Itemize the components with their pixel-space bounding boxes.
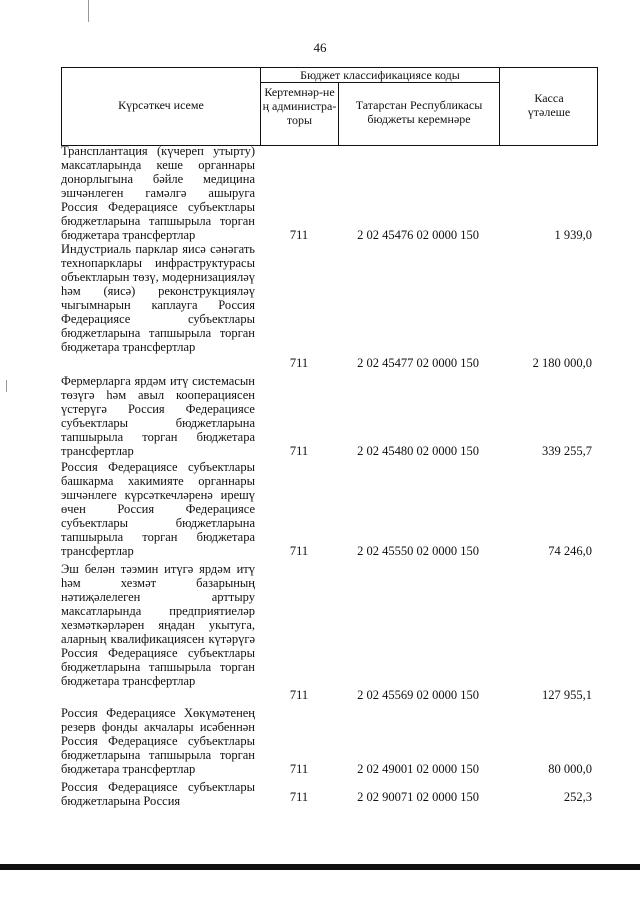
row-revenue-code: 2 02 45550 02 0000 150 — [357, 544, 479, 558]
row-description: Россия Федерациясе субъектлары башкарма хакимияте органнары эшчәнлеге күрсәткечләренә ирешү өчен Россия Федерациясе субъектлары бюджетларына тапшырыла торган бюджетара трансфертлар — [61, 460, 255, 558]
row-revenue-code: 2 02 45569 02 0000 150 — [357, 688, 479, 702]
row-amount: 127 955,1 — [542, 688, 592, 702]
row-admin-code: 711 — [289, 228, 309, 242]
row-amount: 1 939,0 — [554, 228, 592, 242]
row-admin-code: 711 — [289, 356, 309, 370]
scan-mark — [88, 0, 89, 22]
row-revenue-code: 2 02 45477 02 0000 150 — [357, 356, 479, 370]
row-admin-code: 711 — [289, 762, 309, 776]
row-admin-code: 711 — [289, 444, 309, 458]
row-amount: 252,3 — [563, 790, 592, 804]
row-amount: 80 000,0 — [548, 762, 592, 776]
header-revenue-code: Татарстан Республикасы бюджеты керемнәре — [355, 98, 483, 126]
header-indicator-name: Күрсәткеч исеме — [118, 98, 204, 112]
row-amount: 74 246,0 — [548, 544, 592, 558]
scan-mark — [6, 380, 7, 392]
row-amount: 2 180 000,0 — [532, 356, 592, 370]
header-col-divider-2 — [338, 82, 339, 146]
header-budget-code-group: Бюджет классификациясе коды — [300, 68, 460, 82]
row-description: Россия Федерациясе субъектлары бюджетларына Россия — [61, 780, 255, 808]
row-revenue-code: 2 02 45476 02 0000 150 — [357, 228, 479, 242]
row-admin-code: 711 — [289, 544, 309, 558]
row-description: Трансплантация (күчереп утырту) максатларында кеше органнары донорлыгына бәйле медицина эшчәнлеген гамәлгә ашыруга Россия Федерациясе субъектлары бюджетларына тапшырыла торган бюджетара трансфертлар — [61, 144, 255, 242]
row-admin-code: 711 — [289, 790, 309, 804]
row-revenue-code: 2 02 45480 02 0000 150 — [357, 444, 479, 458]
row-description: Россия Федерациясе Хөкүмәтенең резерв фонды акчалары исәбеннән Россия Федерациясе субъектлары бюджетларына тапшырыла торган бюджетара трансфертлар — [61, 706, 255, 776]
header-subgroup-line — [260, 82, 499, 83]
row-revenue-code: 2 02 49001 02 0000 150 — [357, 762, 479, 776]
header-cash-execution: Касса үтәлеше — [527, 91, 571, 119]
row-revenue-code: 2 02 90071 02 0000 150 — [357, 790, 479, 804]
row-admin-code: 711 — [289, 688, 309, 702]
header-col-divider-3 — [499, 67, 500, 146]
row-description: Индустриаль парклар яисә сәнәгать технопарклары инфраструктурасы объектларын төзү, модернизацияләү һәм (яисә) реконструкцияләү чыгымнарын каплауга Россия Федерациясе субъектлары бюджетларына тапшырыла торган бюджетара трансфертлар — [61, 242, 255, 354]
page-number: 46 — [313, 40, 327, 55]
header-admin-code: Кертемнәр-нең администра-торы — [262, 85, 337, 127]
row-description: Эш белән тәэмин итүгә ярдәм итү һәм хезмәт базарының нәтиҗәлелеген арттыру максатларында предприятиеләр хезмәткәрләрен яңадан укытуга, аларның квалификациясен күтәрүгә Россия Федерациясе субъектлары бюджетларына тапшырыла торган бюджетара трансфертлар — [61, 562, 255, 688]
row-description: Фермерларга ярдәм итү системасын төзүгә һәм авыл кооперациясен үстерүгә Россия Федерациясе субъектлары бюджетларына тапшырыла торган бюджетара трансфертлар — [61, 374, 255, 458]
row-amount: 339 255,7 — [542, 444, 592, 458]
header-right-border — [597, 67, 598, 146]
scan-bottom-edge — [0, 864, 640, 870]
